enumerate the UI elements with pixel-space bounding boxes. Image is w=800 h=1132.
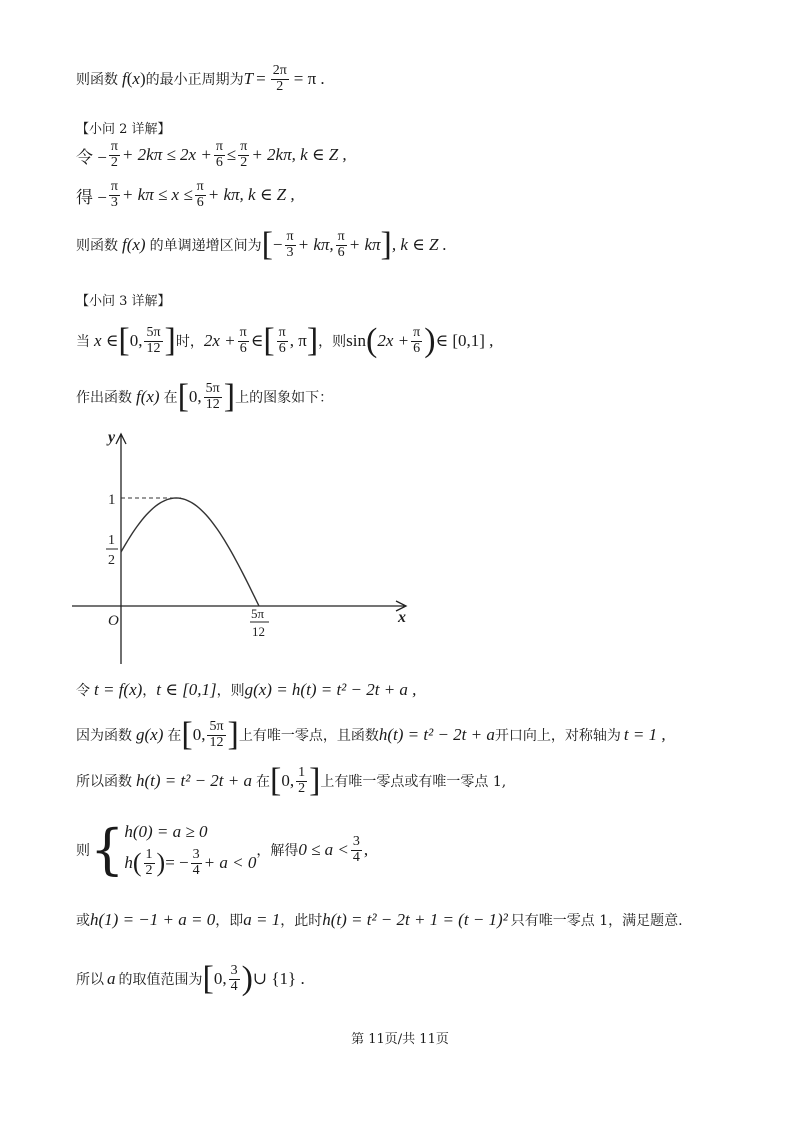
period-line: 则函数 f ( x ) 的最小正周期为 T = $\frac{2\pi}{2}$ = π . <box>76 63 325 94</box>
frac-num: 5π <box>209 718 224 734</box>
expr: 2x + <box>203 331 236 350</box>
frac-num: π <box>337 228 345 244</box>
text: 所以函数 <box>76 774 132 790</box>
origin-label: O <box>108 613 119 629</box>
bracket: ] <box>227 716 239 753</box>
expr: 0, <box>129 331 143 350</box>
expr: ∈ <box>250 331 264 350</box>
paren: ( <box>366 322 378 359</box>
text: 在 <box>167 728 182 744</box>
expr: h(t) = t² − 2t + a <box>378 725 495 744</box>
bracket: [ <box>202 960 214 997</box>
bracket: ] <box>306 322 319 359</box>
text: ， <box>142 683 157 699</box>
text: 得 − <box>76 187 107 207</box>
text: 的取值范围为 <box>118 972 203 988</box>
frac-den: 3 <box>110 194 118 210</box>
frac-den: 12 <box>209 734 224 750</box>
section-heading-2: 【小问 2 详解】 <box>76 122 171 137</box>
paren: ) <box>241 960 253 997</box>
bracket: [ <box>181 716 193 753</box>
text: 上有唯一零点或有唯一零点 1, <box>320 774 507 790</box>
fraction <box>204 382 222 412</box>
expr: 0, <box>213 969 227 988</box>
paren: ( <box>132 848 142 878</box>
fraction <box>109 140 120 170</box>
frac-num: π <box>239 324 247 340</box>
expr: 0 ≤ a < <box>298 840 349 860</box>
expr: + a < 0 <box>203 853 257 873</box>
y-axis-label: y <box>108 429 116 446</box>
fraction <box>214 140 225 170</box>
tick-label-5pi12-den: 12 <box>252 624 265 639</box>
frac-den: 6 <box>215 154 223 170</box>
bracket: [ <box>118 322 130 359</box>
bracket: [ <box>263 322 275 359</box>
text: 令 − <box>76 147 107 167</box>
inequality-line <box>76 140 347 170</box>
bracket: ] <box>380 226 392 263</box>
fraction <box>238 140 249 170</box>
text: 则函数 <box>76 72 118 89</box>
expr: + 2kπ, k ∈ Z , <box>251 145 347 165</box>
text: 当 <box>76 334 90 350</box>
expr: + kπ <box>348 235 381 254</box>
text: 令 <box>76 683 90 699</box>
text: 则 <box>76 843 90 860</box>
expr: a = 1 <box>243 910 281 929</box>
fraction <box>411 326 422 356</box>
expr: 0, <box>192 725 206 744</box>
frac-num: π <box>110 139 118 154</box>
fraction <box>144 326 162 356</box>
fraction <box>351 835 362 865</box>
text: 因为函数 <box>76 728 132 744</box>
frac-num: π <box>240 139 248 154</box>
frac-num: π <box>278 324 286 340</box>
paren: ) <box>424 322 436 359</box>
system-rows <box>124 822 256 878</box>
frac-den: 3 <box>286 244 294 260</box>
frac-num: π <box>286 228 294 244</box>
paren: ) <box>156 848 166 878</box>
expr: ≤ <box>226 145 237 165</box>
expr: t = f(x) <box>94 680 143 699</box>
tick-label-half-den: 2 <box>108 553 115 568</box>
expr: + kπ, k ∈ Z , <box>207 185 295 205</box>
expr: t ∈ [0,1] <box>156 680 217 699</box>
expr: + kπ ≤ x ≤ <box>121 185 193 205</box>
frac-den: 2 <box>145 862 153 878</box>
frac-den: 6 <box>413 340 421 356</box>
bracket: [ <box>177 378 189 415</box>
system-row-1: h(0) = a ≥ 0 <box>124 822 208 841</box>
frac-num: 3 <box>192 847 200 862</box>
func-f: f(x) <box>136 387 160 406</box>
frac-den: 4 <box>192 862 200 878</box>
eq: = <box>256 69 266 89</box>
frac-den: 2 <box>298 780 306 796</box>
expr: x ∈ <box>94 331 119 350</box>
expr: h(t) = t² − 2t + 1 = (t − 1)² <box>322 910 508 929</box>
expr: h(t) = t² − 2t + a <box>136 771 253 790</box>
bracket: [ <box>270 762 282 799</box>
frac-den: 12 <box>146 340 161 356</box>
frac-num: 5π <box>205 380 220 396</box>
text: 或 <box>76 913 90 929</box>
fraction <box>229 964 240 994</box>
text: 作出函数 <box>76 390 132 406</box>
expr: , π <box>289 331 307 350</box>
expr: = − <box>165 853 189 873</box>
zero-interval-line <box>76 764 506 798</box>
frac-num: π <box>413 324 421 340</box>
expr: ∪ {1} . <box>252 969 305 988</box>
text: 时， <box>175 334 204 350</box>
fraction <box>195 180 206 210</box>
system-line <box>76 818 369 882</box>
expr: g(x) <box>136 725 164 744</box>
text: ，则 <box>216 683 245 699</box>
expr: ∈ [0,1] , <box>435 331 494 350</box>
answer-line <box>76 962 305 996</box>
fraction <box>238 326 249 356</box>
tick-label-1: 1 <box>108 492 116 508</box>
var-x: x <box>132 69 140 89</box>
func-f: f <box>122 69 127 89</box>
zero-condition-line <box>76 718 666 752</box>
frac-den: 4 <box>352 849 360 865</box>
frac-den: 6 <box>278 340 286 356</box>
frac-num: 1 <box>298 764 306 780</box>
text: ，则 <box>318 334 347 350</box>
fraction <box>207 720 225 750</box>
frac-num: π <box>110 179 118 194</box>
frac-num: 5π <box>146 324 161 340</box>
text: 只有唯一零点 1，满足题意. <box>510 913 683 929</box>
left-brace: { <box>90 818 125 882</box>
expr: a <box>107 969 116 988</box>
fraction <box>336 230 347 260</box>
expr: − <box>272 235 283 254</box>
bracket: [ <box>261 226 273 263</box>
expr: 2x + <box>377 331 410 350</box>
frac-num: 2π <box>272 63 287 78</box>
fraction <box>191 848 202 878</box>
text: ，即 <box>215 913 244 929</box>
frac-num: π <box>215 139 223 154</box>
text: 上的图象如下： <box>235 390 334 406</box>
fraction <box>271 64 289 94</box>
fraction <box>109 180 120 210</box>
solution-line <box>76 180 295 210</box>
result: = π . <box>293 69 325 89</box>
frac-num: π <box>196 179 204 194</box>
page-footer: 第 11页/共 11页 <box>351 1032 449 1047</box>
expr: + 2kπ ≤ 2x + <box>121 145 212 165</box>
expr: h(1) = −1 + a = 0 <box>90 910 216 929</box>
frac-den: 2 <box>110 154 118 170</box>
fraction <box>285 230 296 260</box>
frac-den: 6 <box>196 194 204 210</box>
bracket: ] <box>164 322 176 359</box>
range-line <box>76 324 493 358</box>
substitution-line <box>76 680 416 700</box>
frac-num: 1 <box>145 847 153 862</box>
fraction <box>144 848 155 878</box>
expr: t = 1 , <box>623 725 666 744</box>
expr: h <box>124 853 133 873</box>
text: 的单调递增区间为 <box>149 238 262 254</box>
text: 开口向上，对称轴为 <box>494 728 621 744</box>
fraction <box>296 766 307 796</box>
sine-curve <box>121 498 259 606</box>
text: 在 <box>256 774 271 790</box>
increasing-interval-line <box>76 228 447 262</box>
expr: g(x) = h(t) = t² − 2t + a , <box>244 680 417 699</box>
alternative-case-line <box>76 910 683 930</box>
var-T: T <box>243 69 254 89</box>
bracket: ] <box>223 378 236 415</box>
graph-intro-line <box>76 380 333 414</box>
frac-den: 6 <box>337 244 345 260</box>
frac-den: 2 <box>276 78 284 94</box>
function-graph <box>66 420 426 670</box>
frac-den: 4 <box>230 978 238 994</box>
expr: 0, <box>281 771 295 790</box>
frac-den: 2 <box>240 154 248 170</box>
text: ，解得 <box>256 843 299 860</box>
text: 则函数 <box>76 238 118 254</box>
fraction <box>277 326 288 356</box>
tick-label-5pi12-num: 5π <box>251 606 265 621</box>
text: 在 <box>163 390 178 406</box>
section-heading-3: 【小问 3 详解】 <box>76 294 171 309</box>
frac-num: 3 <box>352 834 360 849</box>
expr: , <box>363 840 369 860</box>
bracket: ] <box>309 762 321 799</box>
tick-label-half-num: 1 <box>108 533 115 548</box>
text: 的最小正周期为 <box>145 72 244 89</box>
frac-num: 3 <box>230 962 238 978</box>
expr: 0, <box>188 387 202 406</box>
func-f: f(x) <box>122 235 146 254</box>
text: 所以 <box>76 972 104 988</box>
expr: sin <box>346 331 366 350</box>
system-row-2 <box>124 848 256 878</box>
expr: + kπ, <box>297 235 334 254</box>
text: 上有唯一零点，且函数 <box>238 728 379 744</box>
frac-den: 6 <box>239 340 247 356</box>
frac-den: 12 <box>205 396 220 412</box>
expr: , k ∈ Z . <box>391 235 447 254</box>
x-axis-label: x <box>398 609 406 626</box>
text: ，此时 <box>280 913 323 929</box>
